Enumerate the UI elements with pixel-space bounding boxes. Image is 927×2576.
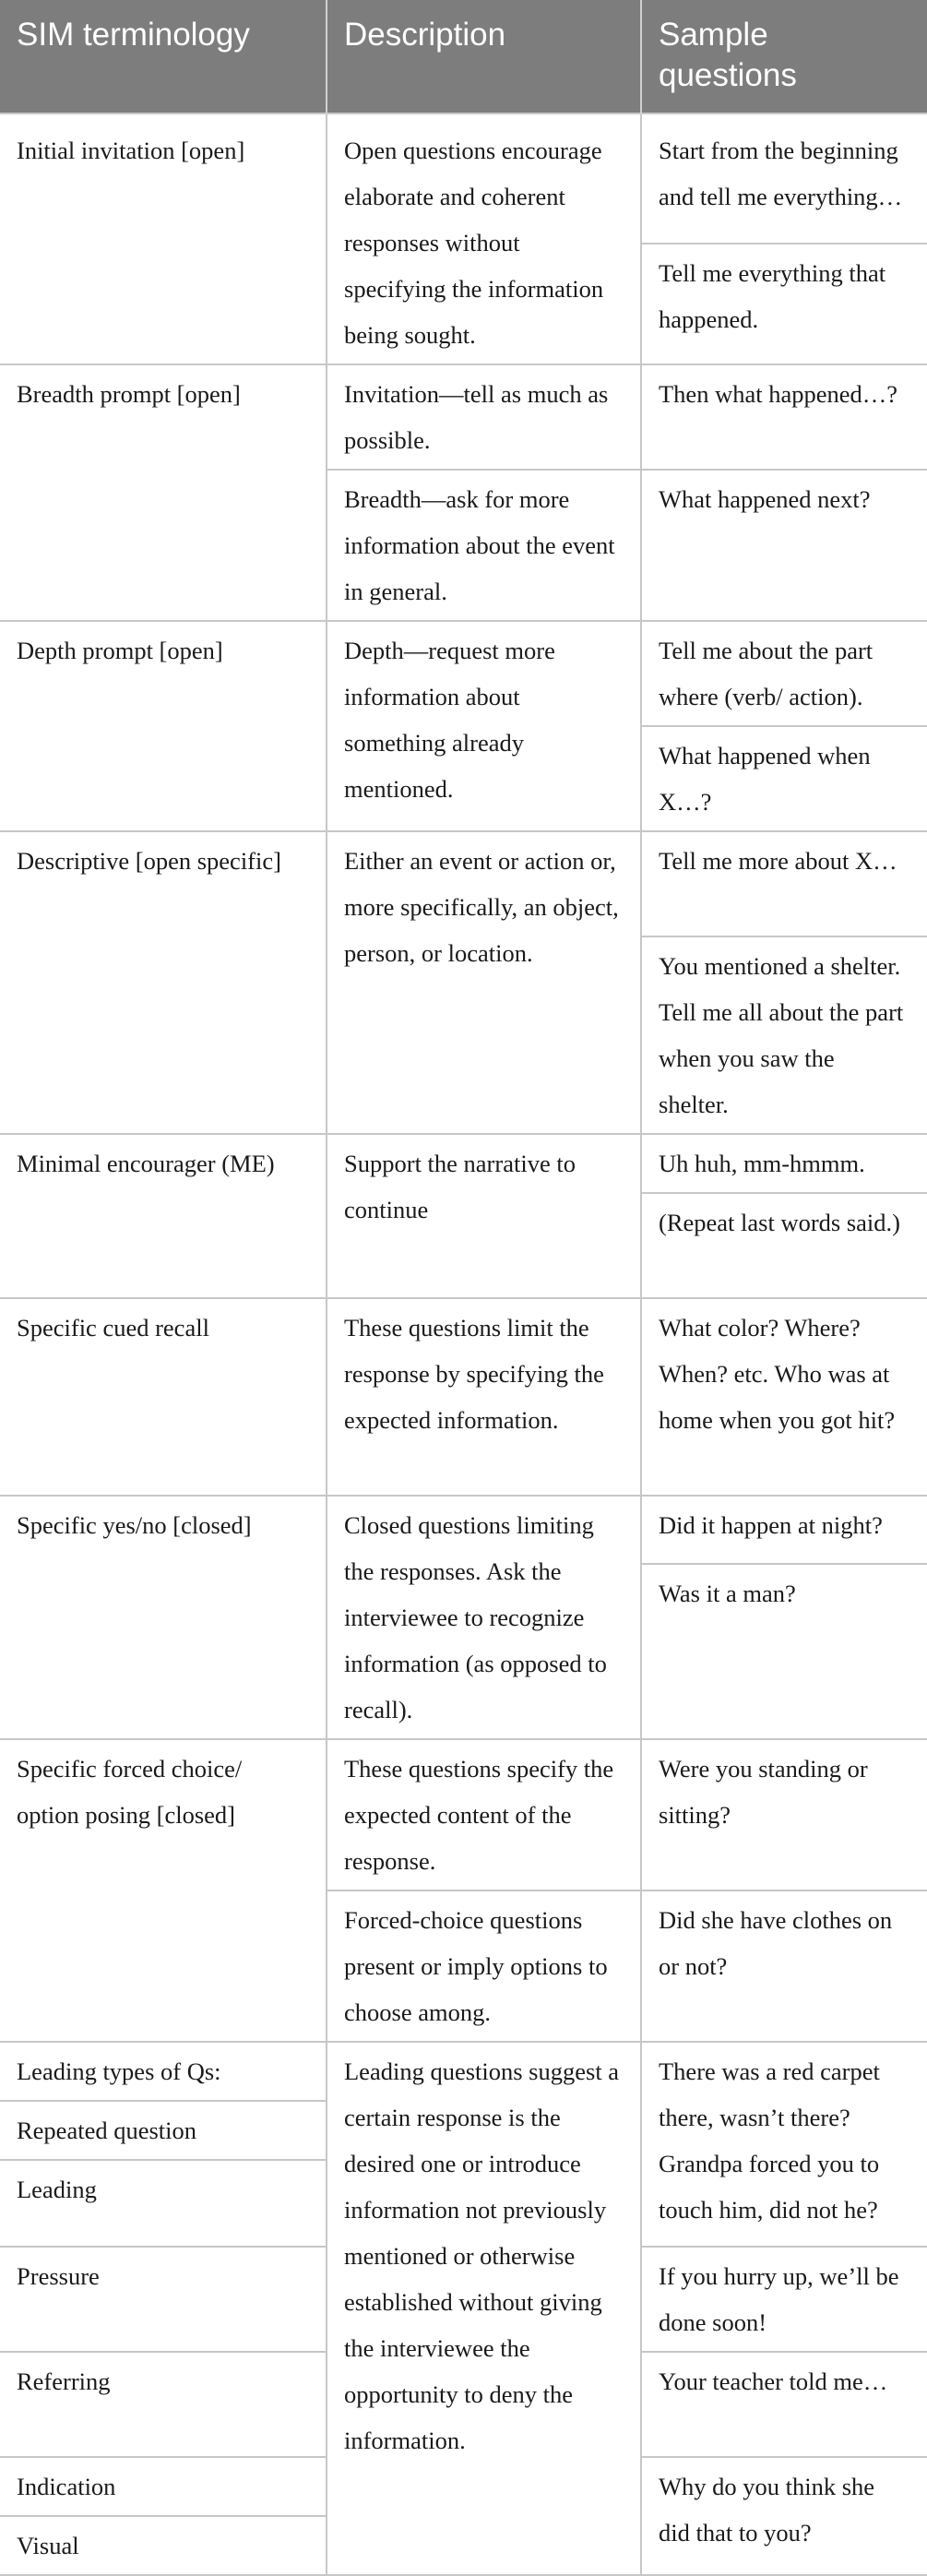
table-row [0,1298,927,1496]
table-row [0,364,927,470]
sample-question-cell: Was it a man? [641,1564,927,1739]
description-cell: Closed questions limiting the responses. Ask the interviewee to recognize information (as opposed to recall). [327,1496,641,1739]
header-sample-questions: Sample questions [641,0,927,113]
terminology-cell: Indication [0,2457,327,2516]
sample-question-cell: Uh huh, mm-hmmm. [641,1134,927,1193]
table-row [0,1496,927,1564]
description-cell: Invitation—tell as much as possible. [327,364,641,470]
table-row [0,2042,927,2101]
sample-question-cell: Tell me everything that happened. [641,244,927,364]
sample-question-cell: Why do you think she did that to you? [641,2457,927,2575]
terminology-cell: Specific cued recall [0,1298,327,1496]
terminology-cell: Breadth prompt [open] [0,364,327,621]
sample-question-cell: What color? Where? When? etc. Who was at home when you got hit? [641,1298,927,1496]
description-cell: Leading questions suggest a certain response is the desired one or introduce information not previously mentioned or otherwise established without giving the interviewee the opportunity to deny the information. [327,2042,641,2575]
sample-question-cell: Your teacher told me… [641,2352,927,2457]
table-header [0,0,927,113]
table-row [0,831,927,936]
description-cell: Either an event or action or, more specifically, an object, person, or location. [327,831,641,1134]
terminology-cell: Visual [0,2516,327,2575]
terminology-cell: Initial invitation [open] [0,113,327,364]
sample-question-cell: Tell me more about X… [641,831,927,936]
description-cell: Forced-choice questions present or imply options to choose among. [327,1890,641,2042]
header-row [0,0,927,113]
sample-question-cell: Did she have clothes on or not? [641,1890,927,2042]
terminology-cell: Leading [0,2160,327,2247]
description-cell: Depth—request more information about something already mentioned. [327,621,641,831]
sample-question-cell: Were you standing or sitting? [641,1739,927,1890]
description-cell: Open questions encourage elaborate and coherent responses without specifying the information being sought. [327,113,641,364]
terminology-cell: Specific forced choice/ option posing [closed] [0,1739,327,2042]
header-sim-terminology: SIM terminology [0,0,327,113]
terminology-cell: Specific yes/no [closed] [0,1496,327,1739]
description-cell: Support the narrative to continue [327,1134,641,1298]
terminology-cell: Referring [0,2352,327,2457]
terminology-cell: Descriptive [open specific] [0,831,327,1134]
description-cell: Breadth—ask for more information about the event in general. [327,470,641,621]
sample-question-cell: Then what happened…? [641,364,927,470]
description-cell: These questions limit the response by specifying the expected information. [327,1298,641,1496]
sample-question-cell: There was a red carpet there, wasn’t there? Grandpa forced you to touch him, did not he? [641,2042,927,2247]
sample-question-cell: You mentioned a shelter. Tell me all about the part when you saw the shelter. [641,936,927,1134]
terminology-cell: Pressure [0,2247,327,2352]
sample-question-cell: What happened when X…? [641,726,927,831]
terminology-cell: Repeated question [0,2101,327,2160]
terminology-cell: Depth prompt [open] [0,621,327,831]
description-cell: These questions specify the expected content of the response. [327,1739,641,1890]
table-row [0,1739,927,1890]
sample-question-cell: (Repeat last words said.) [641,1193,927,1298]
sample-question-cell: Tell me about the part where (verb/ action). [641,621,927,726]
terminology-cell: Minimal encourager (ME) [0,1134,327,1298]
table-row [0,113,927,244]
table-row [0,1134,927,1193]
table-row [0,621,927,726]
sample-question-cell: Start from the beginning and tell me everything… [641,113,927,244]
sample-question-cell: Did it happen at night? [641,1496,927,1564]
sample-question-cell: What happened next? [641,470,927,621]
header-description: Description [327,0,641,113]
terminology-cell: Leading types of Qs: [0,2042,327,2101]
table-body [0,113,927,2575]
sample-question-cell: If you hurry up, we’ll be done soon! [641,2247,927,2352]
